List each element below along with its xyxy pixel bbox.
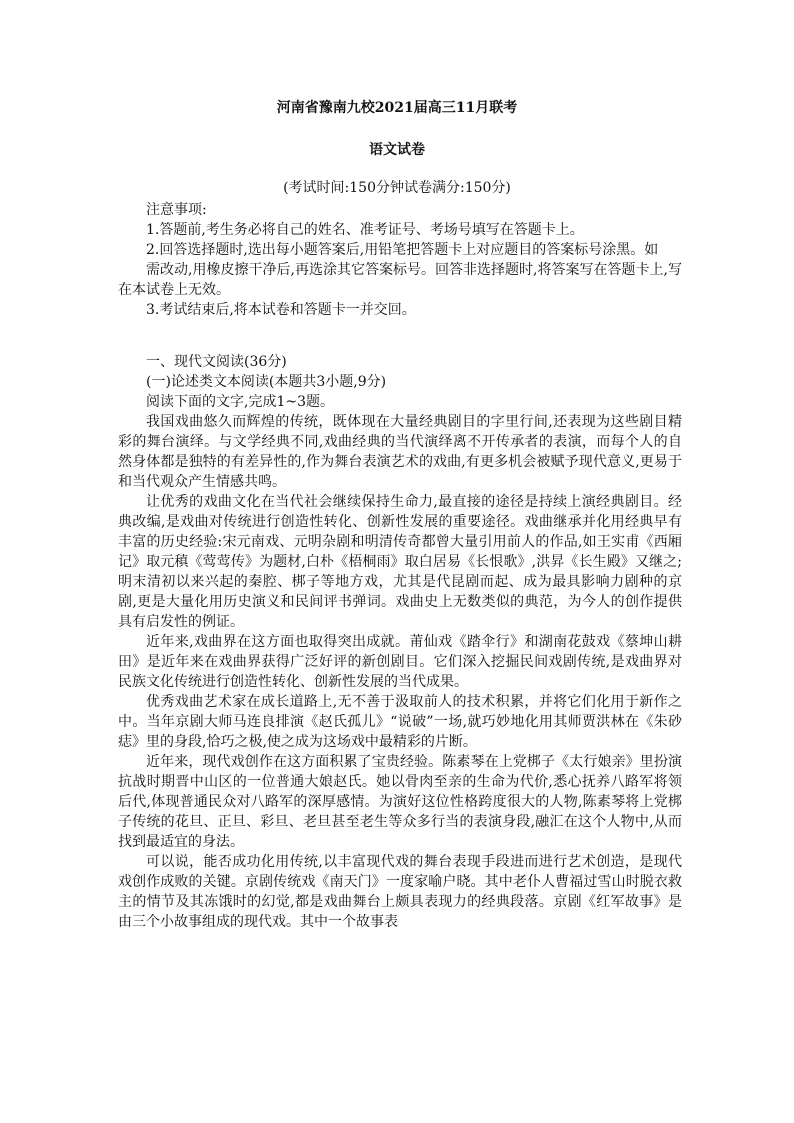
notice-item: 2.回答选择题时,选出每小题答案后,用铅笔把答题卡上对应题目的答案标号涂黑。如 [146,242,659,258]
section-gap [118,320,682,352]
exam-time-info: (考试时间:150分钟试卷满分:150分) [283,180,511,196]
passage-paragraph: 我国戏曲悠久而辉煌的传统，既体现在大量经典剧目的字里行间,还表现为这些剧目精彩的舞台演绎。与文学经典不同,戏曲经典的当代演绎离不开传承者的表演，而每个人的自然身体都是独特的有差异性的,作为舞台表演艺术的戏曲,有更多机会被赋予现代意义,更易于和当代观众产生情感共鸣。 [118,414,682,490]
section-title: 一、现代文阅读(36分) [146,354,287,370]
passage-paragraph: 近年来,戏曲界在这方面也取得突出成就。莆仙戏《踏伞行》和湖南花鼓戏《蔡坤山耕田》是近年来在戏曲界获得广泛好评的新创剧目。它们深入挖掘民间戏剧传统,是戏曲界对民族文化传统进行创造性转化、创新性发展的当代成果。 [118,634,682,690]
subject-title: 语文试卷 [369,142,425,158]
notice-item: 需改动,用橡皮擦干净后,再选涂其它答案标号。回答非选择题时,将答案写在答题卡上,写在本试卷上无效。 [118,262,682,298]
exam-body [118,200,682,932]
passage-paragraph: 优秀戏曲艺术家在成长道路上,无不善于汲取前人的技术积累，并将它们化用于新作之中。当年京剧大师马连良排演《赵氏孤儿》“说破”一场,就巧妙地化用其师贾洪林在《朱砂痣》里的身段,恰巧之极,使之成为这场戏中最精彩的片断。 [118,694,682,750]
passage-paragraph: 让优秀的戏曲文化在当代社会继续保持生命力,最直接的途径是持续上演经典剧目。经典改编,是戏曲对传统进行创造性转化、创新性发展的重要途径。戏曲继承并化用经典早有丰富的历史经验:宋元南戏、元明杂剧和明清传奇都曾大量引用前人的作品,如王实甫《西厢记》取元稹《莺莺传》为题材,白朴《梧桐雨》取白居易《长恨歌》,洪昇《长生殿》又继之;明末清初以来兴起的秦腔、梆子等地方戏，尤其是代昆剧而起、成为最具影响力剧种的京剧,更是大量化用历史演义和民间评书弹词。戏曲史上无数类似的典范，为今人的创作提供具有启发性的例证。 [118,494,682,630]
notice-item: 3.考试结束后,将本试卷和答题卡一并交回。 [146,302,416,318]
notice-item: 1.答题前,考生务必将自己的姓名、准考证号、考场号填写在答题卡上。 [146,222,584,238]
notice-heading: 注意事项: [146,202,207,218]
passage-paragraph: 可以说，能否成功化用传统,以丰富现代戏的舞台表现手段进而进行艺术创造，是现代戏创作成败的关键。京剧传统戏《南天门》一度家喻户晓。其中老仆人曹福过雪山时脱衣救主的情节及其冻饿时的幻觉,都是戏曲舞台上颇具表现力的经典段落。京剧《红军故事》是由三个小故事组成的现代戏。其中一个故事表 [118,854,682,930]
section-instruction: 阅读下面的文字,完成1~3题。 [146,394,334,410]
exam-title: 河南省豫南九校2021届高三11月联考 [276,100,518,116]
passage-paragraph: 近年来，现代戏创作在这方面积累了宝贵经验。陈素琴在上党梆子《太行娘亲》里扮演抗战时期晋中山区的一位普通大娘赵氏。她以骨肉至亲的生命为代价,悉心抚养八路军将领后代,体现普通民众对八路军的深厚感情。为演好这位性格跨度很大的人物,陈素琴将上党梆子传统的花旦、正旦、彩旦、老旦甚至老生等众多行当的表演身段,融汇在这个人物中,从而找到最适宜的身法。 [118,754,682,850]
section-subtitle: (一)论述类文本阅读(本题共3小题,9分) [146,374,387,390]
